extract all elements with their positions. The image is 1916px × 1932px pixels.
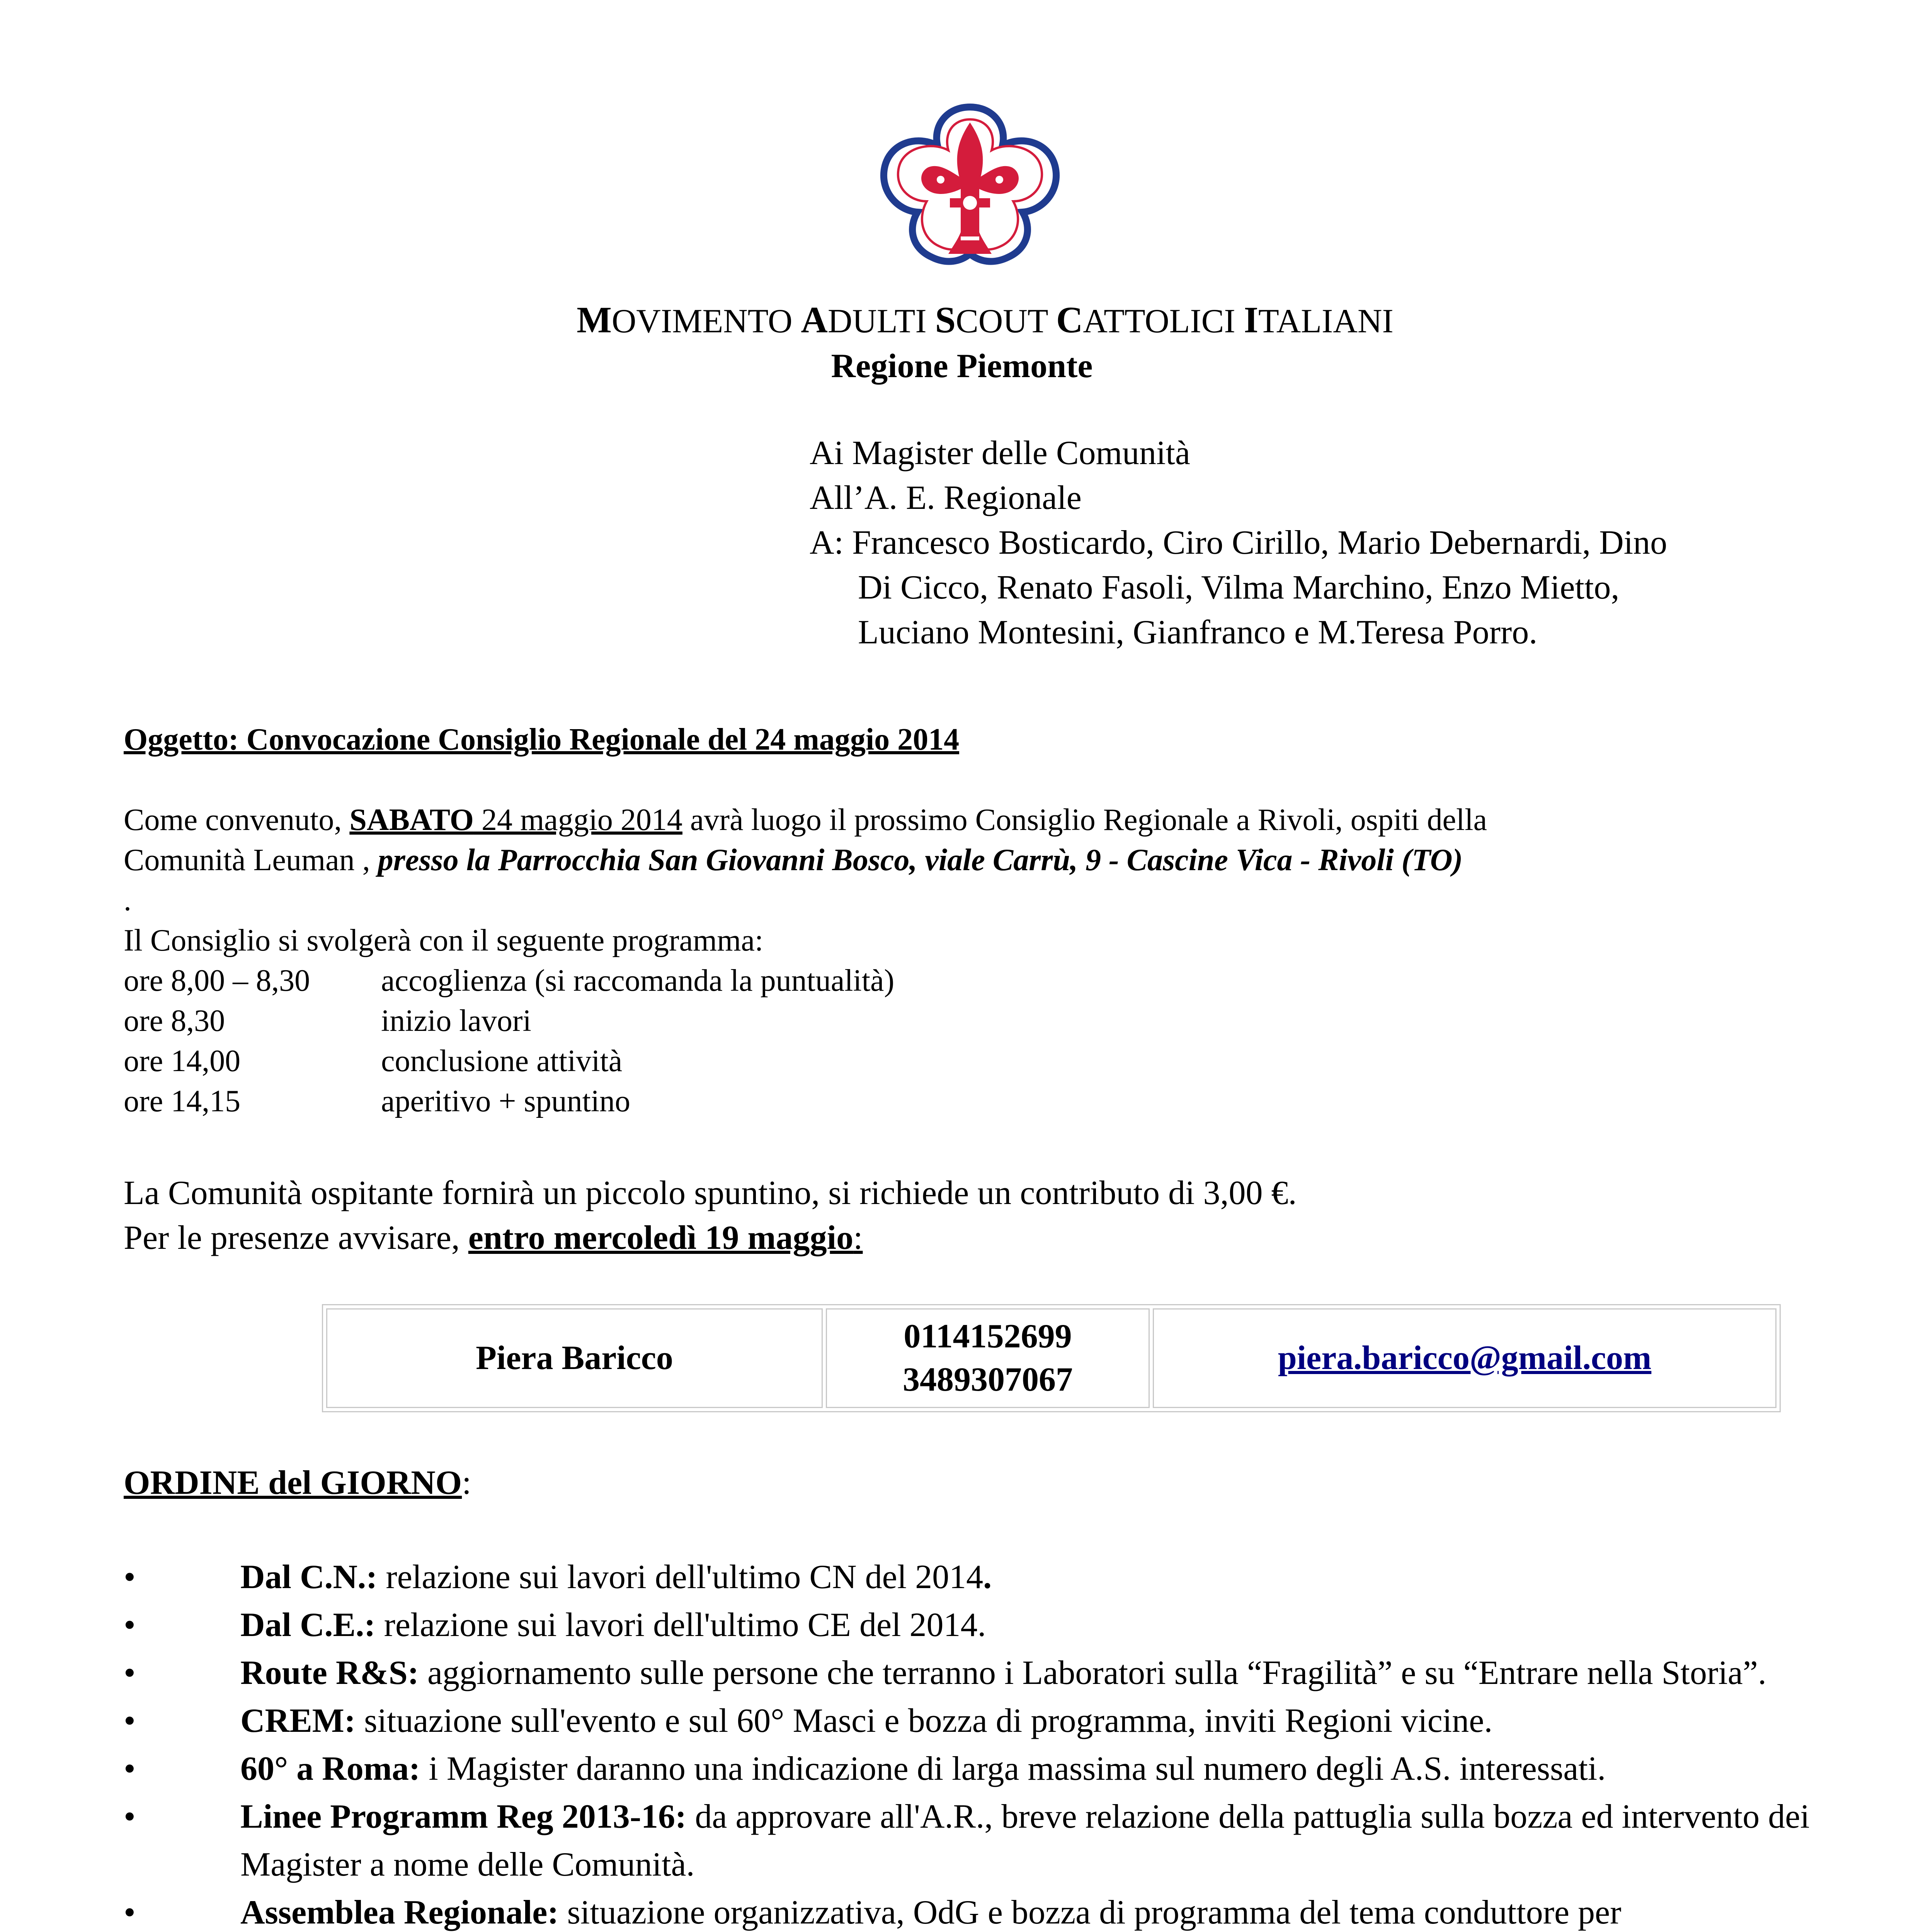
- contact-email-cell: [1153, 1308, 1776, 1408]
- agenda-item: [124, 1649, 1824, 1697]
- agenda-item-label: 60° a Roma:: [240, 1750, 420, 1787]
- agenda-heading: ORDINE del GIORNO: [124, 1464, 462, 1502]
- subject-line: Oggetto: Convocazione Consiglio Regionale del 24 maggio 2014: [124, 723, 960, 757]
- contact-name: Piera Baricco: [326, 1308, 823, 1408]
- agenda-item-label: Dal C.E.:: [240, 1606, 376, 1644]
- bullet-icon: •: [124, 1750, 136, 1787]
- agenda-item-text: situazione organizzativa, OdG e bozza di programma del tema conduttore per: [567, 1894, 1622, 1931]
- scout-fleur-de-lis-icon: [877, 102, 1063, 276]
- agenda-item-text: relazione sui lavori dell'ultimo CN del 2014: [377, 1558, 984, 1596]
- schedule-activity: accoglienza (si raccomanda la puntualità): [381, 964, 895, 998]
- recipient-line: All’A. E. Regionale: [810, 479, 1082, 517]
- agenda-item-label: Assemblea Regionale:: [240, 1894, 559, 1931]
- schedule-time: ore 8,30: [124, 1004, 225, 1038]
- agenda-item: [124, 1553, 1824, 1601]
- org-initial: S: [935, 299, 956, 340]
- bullet-icon: •: [124, 1558, 136, 1596]
- schedule-time: ore 8,00 – 8,30: [124, 964, 310, 998]
- org-initial: I: [1244, 299, 1259, 340]
- agenda-item: [124, 1745, 1824, 1793]
- agenda-item: [124, 1697, 1824, 1745]
- org-word: COUT: [956, 303, 1057, 340]
- letter-body: [124, 800, 1487, 1121]
- meeting-location: presso la Parrocchia San Giovanni Bosco, viale Carrù, 9 - Cascine Vica - Rivoli (TO): [378, 843, 1463, 877]
- bullet-icon: •: [124, 1798, 136, 1835]
- recipient-line: A: Francesco Bosticardo, Ciro Cirillo, Mario Debernardi, Dino: [810, 524, 1668, 561]
- recipient-line: Ai Magister delle Comunità: [810, 434, 1190, 472]
- bullet-icon: •: [124, 1894, 136, 1931]
- organization-name: [0, 298, 1916, 344]
- schedule-row: [124, 961, 1487, 1001]
- org-word: DULTI: [827, 303, 935, 340]
- agenda-title: [124, 1461, 471, 1505]
- agenda-item-text: i Magister daranno una indicazione di larga massima sul numero degli A.S. interessati.: [420, 1750, 1606, 1787]
- contribution-note: La Comunità ospitante fornirà un piccolo spuntino, si richiede un contributo di 3,00 €.: [124, 1174, 1297, 1212]
- dot-line: .: [124, 883, 131, 917]
- agenda-colon: :: [462, 1464, 471, 1502]
- contact-phone: 3489307067: [903, 1361, 1073, 1398]
- intro-text: Come convenuto,: [124, 803, 350, 837]
- rsvp-colon: :: [853, 1219, 863, 1257]
- recipient-line: Luciano Montesini, Gianfranco e M.Teresa Porro.: [858, 614, 1538, 651]
- org-initial: C: [1056, 299, 1083, 340]
- recipients-block: [810, 431, 1667, 655]
- intro-line-2: [124, 840, 1487, 880]
- schedule-activity: inizio lavori: [381, 1004, 531, 1038]
- schedule-row: [124, 1041, 1487, 1081]
- intro-day: SABATO: [349, 803, 474, 837]
- rsvp-note: [124, 1216, 1297, 1260]
- agenda-item: [124, 1601, 1824, 1649]
- schedule-row: [124, 1001, 1487, 1041]
- region-name: Regione Piemonte: [831, 347, 1093, 385]
- schedule-time: ore 14,15: [124, 1084, 241, 1118]
- rsvp-deadline: entro mercoledì 19 maggio: [468, 1219, 854, 1257]
- contact-table: [322, 1304, 1781, 1412]
- contact-phones: [826, 1308, 1150, 1408]
- agenda-item: [124, 1889, 1824, 1932]
- bullet-icon: •: [124, 1606, 136, 1644]
- schedule-activity: conclusione attività: [381, 1044, 623, 1078]
- agenda-item-text: relazione sui lavori dell'ultimo CE del 2014.: [375, 1606, 986, 1644]
- intro-line-1: [124, 800, 1487, 840]
- agenda-item-label: Linee Programm Reg 2013-16:: [240, 1798, 687, 1835]
- rsvp-text: Per le presenze avvisare,: [124, 1219, 468, 1257]
- org-word: ATTOLICI: [1083, 303, 1244, 340]
- agenda-item-text: da approvare all'A.R., breve relazione della pattuglia sulla bozza ed intervento dei Magister a nome delle Comunità.: [240, 1798, 1810, 1883]
- program-intro: Il Consiglio si svolgerà con il seguente programma:: [124, 923, 764, 957]
- agenda-item-tail: .: [983, 1558, 992, 1596]
- agenda-item-label: Route R&S:: [240, 1654, 419, 1692]
- intro-text: Comunità Leuman ,: [124, 843, 378, 877]
- agenda-item-text: aggiornamento sulle persone che terranno i Laboratori sulla “Fragilità” e su “Entrare nella Storia”.: [419, 1654, 1766, 1692]
- agenda-list: [124, 1553, 1824, 1932]
- agenda-item-text: situazione sull'evento e sul 60° Masci e bozza di programma, inviti Regioni vicine.: [356, 1702, 1493, 1740]
- intro-text: avrà luogo il prossimo Consiglio Regionale a Rivoli, ospiti della: [682, 803, 1487, 837]
- bullet-icon: •: [124, 1702, 136, 1740]
- bullet-icon: •: [124, 1654, 136, 1692]
- contact-email-link[interactable]: piera.baricco@gmail.com: [1278, 1339, 1652, 1377]
- recipient-line: Di Cicco, Renato Fasoli, Vilma Marchino, Enzo Mietto,: [858, 569, 1620, 606]
- schedule-row: [124, 1081, 1487, 1121]
- schedule-time: ore 14,00: [124, 1044, 241, 1078]
- intro-date: 24 maggio 2014: [473, 803, 682, 837]
- notes-block: [124, 1171, 1297, 1260]
- org-initial: A: [801, 299, 828, 340]
- contact-phone: 0114152699: [904, 1318, 1072, 1355]
- org-initial: M: [577, 299, 612, 340]
- schedule-activity: aperitivo + spuntino: [381, 1084, 631, 1118]
- agenda-item: [124, 1793, 1824, 1889]
- agenda-item-label: CREM:: [240, 1702, 356, 1740]
- agenda-item-label: Dal C.N.:: [240, 1558, 378, 1596]
- org-word: TALIANI: [1258, 303, 1394, 340]
- org-word: OVIMENTO: [611, 303, 801, 340]
